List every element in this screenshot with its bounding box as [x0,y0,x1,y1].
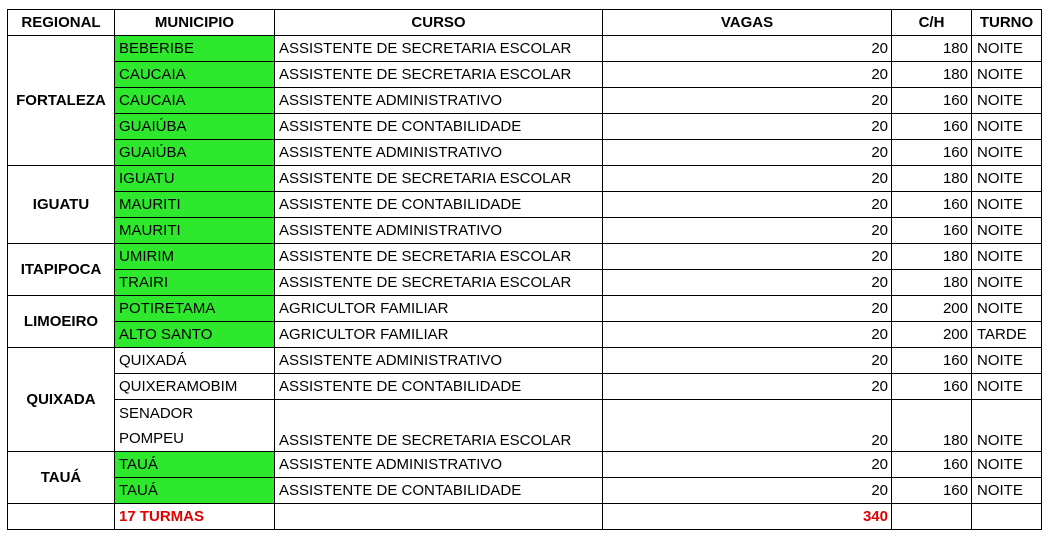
table-row [8,296,1042,322]
municipio-cell: BEBERIBE [115,36,275,62]
turno-cell: NOITE [972,400,1042,452]
curso-cell: ASSISTENTE ADMINISTRATIVO [275,452,603,478]
vagas-cell: 20 [603,452,892,478]
vagas-cell: 20 [603,322,892,348]
turno-cell: NOITE [972,114,1042,140]
vagas-cell: 20 [603,244,892,270]
table-row [8,192,1042,218]
ch-cell: 160 [892,374,972,400]
regional-cell: LIMOEIRO [8,296,115,348]
vagas-cell: 20 [603,348,892,374]
turno-cell: NOITE [972,88,1042,114]
vagas-cell: 20 [603,140,892,166]
table-row [8,400,1042,452]
curso-cell: ASSISTENTE DE SECRETARIA ESCOLAR [275,400,603,452]
table-row [8,452,1042,478]
turno-cell: NOITE [972,192,1042,218]
municipio-cell: GUAIÚBA [115,114,275,140]
table-row [8,36,1042,62]
table-row [8,374,1042,400]
municipio-cell: TRAIRI [115,270,275,296]
vagas-cell: 20 [603,88,892,114]
turno-cell: NOITE [972,166,1042,192]
curso-cell: ASSISTENTE DE SECRETARIA ESCOLAR [275,62,603,88]
curso-cell: ASSISTENTE ADMINISTRATIVO [275,88,603,114]
municipio-cell: TAUÁ [115,452,275,478]
table-row [8,322,1042,348]
ch-cell: 180 [892,62,972,88]
turno-cell: NOITE [972,270,1042,296]
table-row [8,114,1042,140]
municipio-cell: MAURITI [115,192,275,218]
turno-cell: NOITE [972,140,1042,166]
header-curso: CURSO [275,10,603,36]
ch-cell: 160 [892,478,972,504]
municipio-cell: MAURITI [115,218,275,244]
turno-cell: NOITE [972,62,1042,88]
curso-cell: ASSISTENTE DE CONTABILIDADE [275,192,603,218]
ch-cell: 180 [892,400,972,452]
total-turmas: 17 TURMAS [115,504,275,530]
table-row [8,140,1042,166]
ch-cell: 160 [892,452,972,478]
curso-cell: ASSISTENTE DE CONTABILIDADE [275,114,603,140]
total-vagas: 340 [603,504,892,530]
municipio-cell: QUIXADÁ [115,348,275,374]
municipio-cell: CAUCAIA [115,62,275,88]
municipio-cell: UMIRIM [115,244,275,270]
vagas-cell: 20 [603,400,892,452]
municipio-cell: GUAIÚBA [115,140,275,166]
total-turno-cell [972,504,1042,530]
municipio-line-2: POMPEU [119,429,185,447]
curso-cell: ASSISTENTE DE SECRETARIA ESCOLAR [275,244,603,270]
curso-cell: ASSISTENTE DE SECRETARIA ESCOLAR [275,36,603,62]
municipio-cell: QUIXERAMOBIM [115,374,275,400]
turno-cell: TARDE [972,322,1042,348]
header-turno: TURNO [972,10,1042,36]
regional-cell: IGUATU [8,166,115,244]
curso-cell: AGRICULTOR FAMILIAR [275,296,603,322]
table-row [8,478,1042,504]
regional-cell: ITAPIPOCA [8,244,115,296]
total-ch-cell [892,504,972,530]
ch-cell: 200 [892,322,972,348]
regional-cell: TAUÁ [8,452,115,504]
header-vagas: VAGAS [603,10,892,36]
turno-cell: NOITE [972,296,1042,322]
table-row [8,166,1042,192]
turno-cell: NOITE [972,244,1042,270]
total-curso-cell [275,504,603,530]
table-row [8,218,1042,244]
course-table [7,9,1042,530]
curso-cell: ASSISTENTE DE SECRETARIA ESCOLAR [275,166,603,192]
curso-cell: ASSISTENTE ADMINISTRATIVO [275,140,603,166]
curso-cell: ASSISTENTE ADMINISTRATIVO [275,348,603,374]
vagas-cell: 20 [603,374,892,400]
vagas-cell: 20 [603,270,892,296]
municipio-cell: CAUCAIA [115,88,275,114]
curso-cell: ASSISTENTE DE CONTABILIDADE [275,374,603,400]
ch-cell: 160 [892,348,972,374]
total-row [8,504,1042,530]
ch-cell: 160 [892,218,972,244]
ch-cell: 180 [892,36,972,62]
course-table-wrapper [7,9,1042,530]
header-row [8,10,1042,36]
turno-cell: NOITE [972,348,1042,374]
municipio-cell: ALTO SANTO [115,322,275,348]
curso-cell: ASSISTENTE DE SECRETARIA ESCOLAR [275,270,603,296]
vagas-cell: 20 [603,218,892,244]
municipio-line-1: SENADOR [119,404,194,422]
curso-cell: ASSISTENTE DE CONTABILIDADE [275,478,603,504]
total-regional-cell [8,504,115,530]
header-ch: C/H [892,10,972,36]
ch-cell: 180 [892,270,972,296]
header-municipio: MUNICIPIO [115,10,275,36]
table-row [8,244,1042,270]
curso-cell: ASSISTENTE ADMINISTRATIVO [275,218,603,244]
turno-cell: NOITE [972,218,1042,244]
municipio-cell: TAUÁ [115,478,275,504]
vagas-cell: 20 [603,478,892,504]
vagas-cell: 20 [603,36,892,62]
curso-cell: AGRICULTOR FAMILIAR [275,322,603,348]
turno-cell: NOITE [972,36,1042,62]
ch-cell: 180 [892,166,972,192]
vagas-cell: 20 [603,62,892,88]
vagas-cell: 20 [603,114,892,140]
header-regional: REGIONAL [8,10,115,36]
vagas-cell: 20 [603,192,892,218]
ch-cell: 160 [892,114,972,140]
table-row [8,88,1042,114]
table-row [8,270,1042,296]
ch-cell: 200 [892,296,972,322]
table-row [8,348,1042,374]
municipio-cell: POTIRETAMA [115,296,275,322]
municipio-cell [115,400,275,452]
turno-cell: NOITE [972,478,1042,504]
regional-cell: QUIXADA [8,348,115,452]
table-row [8,62,1042,88]
vagas-cell: 20 [603,166,892,192]
regional-cell: FORTALEZA [8,36,115,166]
ch-cell: 160 [892,88,972,114]
turno-cell: NOITE [972,452,1042,478]
turno-cell: NOITE [972,374,1042,400]
ch-cell: 160 [892,140,972,166]
ch-cell: 180 [892,244,972,270]
vagas-cell: 20 [603,296,892,322]
municipio-cell: IGUATU [115,166,275,192]
ch-cell: 160 [892,192,972,218]
